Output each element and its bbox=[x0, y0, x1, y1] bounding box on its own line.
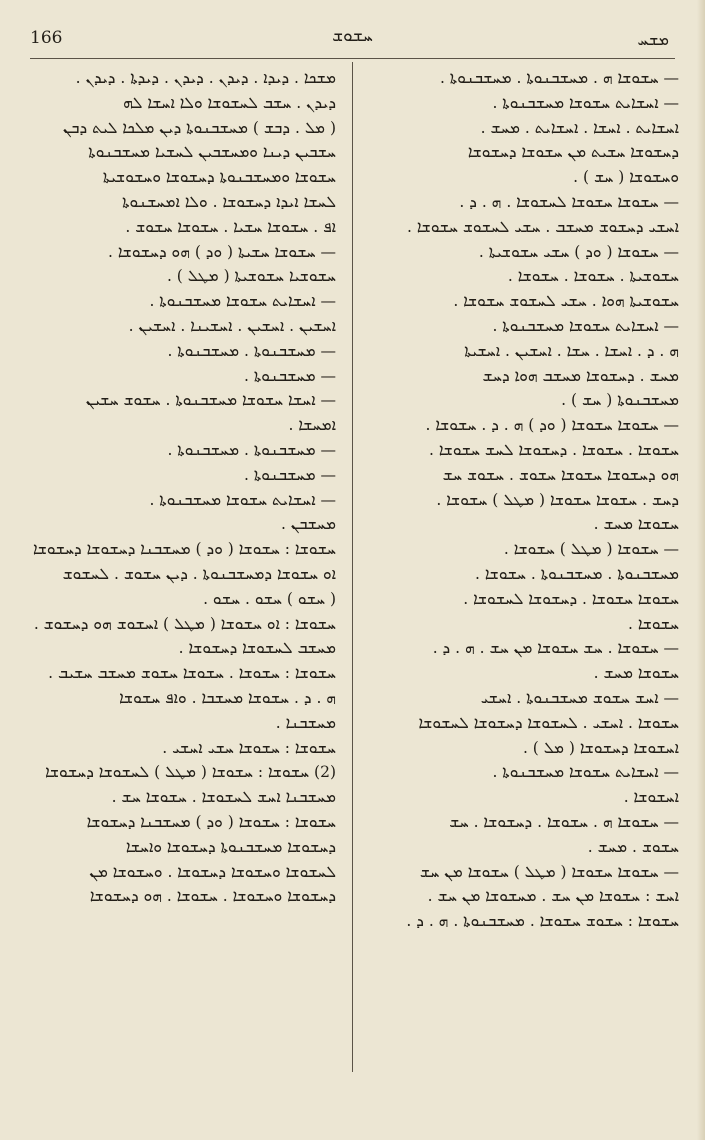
text-line: ܚܫܘܫܝܐ ܚܫܘܫܝܬܐ ( ܡܛܠ ) . bbox=[166, 267, 336, 286]
text-line: ܡܚܫܒ ܠܚܫܘܫܐ ܕܚܫܘܫܐ . bbox=[178, 639, 336, 658]
text-line: ܚܫܒܝܢ ܕܝܢܐ ܘܡܚܫܒܝܢ ܠܚܫܝܐ ܡܚܫܒܢܘܬܐ bbox=[88, 143, 336, 162]
text-line: — ܐܚܫܐܝܬ ܚܫܘܫܐ ܡܚܫܒܢܘܬܐ . bbox=[149, 292, 336, 311]
text-line: ܐܚܫ : ܚܫܘܫܐ ܡܢ ܚܫ . ܡܚܫܘܫܐ ܡܢ ܚܫ . bbox=[427, 887, 679, 906]
text-line: ܐܚܫܝܢ . ܐܚܫܝܢ . ܐܚܫܝܢܐ . ܐܚܫܝܢ . bbox=[128, 316, 336, 335]
text-line: — ܚܫܘܫܐ . ܚܫ ܚܫܘܫܐ ܡܢ ܚܫ . ܗ . ܕ . bbox=[432, 639, 679, 658]
text-line: ܡܚܫܒܢܐ . bbox=[275, 713, 336, 732]
running-head-right: ܡܫܚ bbox=[637, 30, 669, 49]
left-column bbox=[24, 66, 336, 909]
text-line: ܚܫܘܫܐ : ܚܫܘܫܐ ( ܘܕ ) ܡܚܫܒܢܐ ܕܚܫܘܫܐ ܕܚܫܘܫܐ bbox=[32, 540, 336, 559]
text-line: — ܡܚܫܒܢܘܬܐ . ܡܚܫܒܢܘܬܐ . bbox=[167, 440, 336, 459]
text-line: — ܚܫܘܫܐ ܚܫܘܫܐ ( ܡܛܠ ) ܚܫܘܫܐ ܡܢ ܚܫ bbox=[419, 862, 679, 881]
text-line: — ܚܫܘܫܐ ܚܫܘܫܐ ( ܘܕ ) ܗ . ܕ . ܚܫܘܫܐ . bbox=[425, 416, 679, 435]
text-line: — ܚܫܘܫܐ ( ܡܛܠ ) ܚܫܘܫܐ . bbox=[503, 540, 679, 559]
text-line: ܡܚܫ . ܕܚܫܘܫܐ ܡܚܫܒ ܗܘܐ ܕܚܫ bbox=[482, 366, 679, 385]
running-head-center: ܚܫܘܫ bbox=[332, 26, 373, 46]
text-line: ܚܫܘܫܐ : ܚܫܘܫܐ ( ܘܕ ) ܡܚܫܒܢܐ ܕܚܫܘܫܐ bbox=[86, 812, 336, 831]
text-line: — ܚܫܘܫܐ ܚܫܘܫܐ ܠܚܫܘܫܐ . ܗ . ܕ . bbox=[459, 192, 679, 211]
text-line: ܚܫܘܫܐ ܡܚܫ . bbox=[593, 515, 679, 534]
text-line: ܚܫܘܫܐ : ܚܫܘܫ ܚܫܘܫܐ . ܡܚܫܒܢܘܬܐ . ܗ . ܕ . bbox=[406, 912, 679, 931]
text-line: ܐܚܫܘܫܐ . bbox=[623, 788, 679, 807]
text-line: ܚܫܘܫܐ : ܚܫܘܫܐ ܚܫܝ ܐܚܫܝ . bbox=[162, 738, 336, 757]
text-line: ܐܘ ܚܫܘܫܐ ܕܡܚܫܒܢܘܬܐ . ܕܝܢ ܚܫܘܫ . ܠܚܫܘܫ bbox=[62, 564, 336, 583]
text-line: ܐܦ . ܚܫܘܫܐ ܚܫܝܐ . ܚܫܘܫܐ ܚܫܘܫ . bbox=[125, 217, 336, 236]
text-line: ܕܝܕܢ . ܚܫܒ ܠܚܫܘܫܐ ܘܠܐ ܐܚܫܐ ܠܗ bbox=[123, 93, 336, 112]
text-line: ܚܫܘܫܝܬܐ ܗܘܐ . ܚܫܝ ܠܚܫܘܫ ܚܫܘܫܐ . bbox=[453, 292, 679, 311]
text-line: ܐܡܚܫܐ . bbox=[288, 416, 336, 435]
text-line: — ܚܫܘܫܐ ( ܘܕ ) ܚܫܝ ܚܫܘܫܝܬܐ . bbox=[478, 242, 679, 261]
text-line: ܘܚܫܘܫܐ ( ܚܫ ) . bbox=[573, 168, 679, 187]
text-line: — ܐܚܫ ܚܫܘܫ ܡܚܫܒܢܘܬܐ . ܐܚܫܝ bbox=[480, 688, 679, 707]
text-line: ܡܚܫܒܢܘܬܐ . ܡܚܫܒܢܘܬܐ . ܚܫܘܫܐ . bbox=[475, 564, 679, 583]
text-line: — ܡܚܫܒܢܘܬܐ . ܡܚܫܒܢܘܬܐ . bbox=[167, 341, 336, 360]
text-line: ܚܫܘܫܐ . ܚܫܘܫܐ . ܕܚܫܘܫܐ ܠܚܫ ܚܫܘܫܐ . bbox=[429, 440, 679, 459]
text-line: ܐܚܫܝ ܕܚܫܘܫ ܡܚܫܒ . ܚܫܝ ܠܚܫܘܫ ܚܫܘܫܐ . bbox=[407, 217, 679, 236]
text-line: ܗ . ܕ . ܐܚܫܐ . ܚܫܐ . ܐܚܫܝܢ . ܐܚܫܝܬܐ bbox=[464, 341, 679, 360]
page-number: 166 bbox=[30, 28, 63, 48]
text-line: ܐܚܫܘܫܐ ܕܚܫܘܫܐ ( ܡܠ ) . bbox=[522, 738, 679, 757]
text-line: ( ܚܫܘ ) ܚܫܘ . ܚܫܘ . bbox=[203, 589, 336, 608]
text-line: (2) ܚܫܘܫܐ : ܚܫܘܫܐ ( ܡܛܠ ) ܠܚܫܘܫܐ ܕܚܫܘܫܐ bbox=[45, 763, 336, 782]
text-line: — ܚܫܘܫܐ ܚܫܝܬܐ ( ܘܕ ) ܗܘ ܕܚܫܘܫܐ . bbox=[108, 242, 336, 261]
text-line: ܚܫܘܫܐ ܚܫܘܫܐ . ܕܚܫܘܫܐ ܠܚܫܘܫܐ . bbox=[463, 589, 679, 608]
text-line: ܚܫܘܫܐ : ܚܫܘܫܐ . ܚܫܘܫܐ ܚܫܘܫ ܡܚܫܒ ܚܫܝܒ . bbox=[48, 664, 336, 683]
text-line: ܚܫܘܫܐ . ܐܚܫܝ . ܠܚܫܘܫܐ ܕܚܫܘܫܐ ܠܚܫܘܫܐ bbox=[418, 713, 679, 732]
text-line: — ܚܫܘܫܐ ܗ . ܚܫܘܫܐ . ܕܚܫܘܫܐ . ܚܫ bbox=[449, 812, 679, 831]
text-line: ܚܫܘܫܐ ܘܡܚܫܒܢܘܬܐ ܕܚܫܘܫܐ ܘܚܫܘܫܝܬܐ bbox=[102, 168, 336, 187]
text-line: ܠܚܫܘܫܐ ܘܚܫܘܫܐ ܕܚܫܘܫܐ . ܘܚܫܘܫܐ ܡܢ bbox=[89, 862, 336, 881]
page-edge bbox=[697, 0, 705, 1140]
text-line: ܡܚܫܒܢܘܬܐ ( ܚܫ ) . bbox=[561, 391, 679, 410]
text-line: ܚܫܘܫܐ ܡܚܫ . bbox=[593, 664, 679, 683]
text-line: ܕܚܫܘܫܐ ܡܚܫܒܢܘܬܐ ܕܚܫܘܫܐ ܘܐܚܫܐ bbox=[125, 837, 336, 856]
text-line: ܚܫܘܫܝܬܐ . ܚܫܘܫܐ . ܚܫܘܫܐ . bbox=[507, 267, 679, 286]
header-rule bbox=[30, 58, 675, 59]
text-line: ܕܚܫܘܫܐ ܘܚܫܘܫܐ . ܚܫܘܫܐ . ܗܘ ܕܚܫܘܫܐ bbox=[89, 887, 336, 906]
text-line: ܐܚܫܐܝܬ . ܐܚܫܐ . ܐܚܫܐܝܬ . ܡܚܫ . bbox=[480, 118, 679, 137]
right-column bbox=[363, 66, 679, 934]
text-line: ܡܫܟܐ . ܕܝܕܐ . ܕܝܕܢ . ܕܝܕܢ . ܕܝܕܬܐ . ܕܝܕܢ . bbox=[75, 69, 336, 87]
column-divider bbox=[352, 62, 353, 1072]
text-line: — ܐܚܫܐܝܬ ܚܫܘܫܐ ܡܚܫܒܢܘܬܐ . bbox=[492, 93, 679, 112]
text-line: — ܚܫܘܫܐ ܗ . ܡܚܫܒܢܘܬܐ . ܡܚܫܒܢܘܬܐ . bbox=[439, 69, 679, 87]
text-line: ܚܫܘܫܐ : ܐܘ ܚܫܘܫܐ ( ܡܛܠ ) ܐܚܫܘܫ ܗܘ ܕܚܫܘܫ . bbox=[33, 614, 336, 633]
text-line: ܕܚܫ . ܚܫܘܫܐ ܚܫܘܫܐ ( ܡܛܠ ) ܚܫܘܫܐ . bbox=[436, 490, 679, 509]
text-line: ܕܚܫܘܫܐ ܚܫܝܬ ܡܢ ܚܫܘܫܐ ܕܚܫܘܫܐ bbox=[467, 143, 679, 162]
text-line: — ܡܚܫܒܢܘܬܐ . bbox=[243, 366, 336, 385]
text-line: ܠܚܫܐ ܐܝܕܐ ܕܚܫܘܫܐ . ܘܠܐ ܐܡܚܫܢܘܬܐ bbox=[122, 192, 336, 211]
page-header bbox=[30, 22, 675, 48]
text-line: ( ܡܠ . ܕܒܫ ) ܡܚܫܒܢܘܬܐ ܕܝܢ ܡܠܟܐ ܠܝܬ ܕܒܢ bbox=[62, 118, 336, 137]
text-line: ܡܚܫܒܢ . bbox=[281, 515, 336, 534]
text-line: ܡܚܫܒܢܐ ܐܚܫ ܠܚܫܘܫܐ . ܚܫܘܫܐ ܚܫ . bbox=[111, 788, 336, 807]
text-line: ܗܘ ܕܚܫܘܫܐ ܚܫܘܫܐ ܚܫܘܫ . ܚܫܘܫ ܚܫ bbox=[442, 465, 679, 484]
text-line: ܚܫܘܫܐ . bbox=[628, 614, 679, 633]
text-line: ܚܫܘܫ . ܡܚܫ . bbox=[587, 837, 679, 856]
text-line: — ܐܚܫܐ ܚܫܘܫܐ ܡܚܫܒܢܘܬܐ . ܚܫܘܫ ܚܫܝܢ bbox=[85, 391, 336, 410]
text-line: — ܡܚܫܒܢܘܬܐ . bbox=[243, 465, 336, 484]
text-line: — ܐܚܫܐܝܬ ܚܫܘܫܐ ܡܚܫܒܢܘܬܐ . bbox=[149, 490, 336, 509]
text-line: — ܐܚܫܐܝܬ ܚܫܘܫܐ ܡܚܫܒܢܘܬܐ . bbox=[492, 763, 679, 782]
text-line: ܗ . ܕ . ܚܫܘܫܐ ܡܚܫܒܐ . ܘܐܦ ܚܫܘܫܐ bbox=[119, 688, 336, 707]
text-line: — ܐܚܫܐܝܬ ܚܫܘܫܐ ܡܚܫܒܢܘܬܐ . bbox=[492, 316, 679, 335]
